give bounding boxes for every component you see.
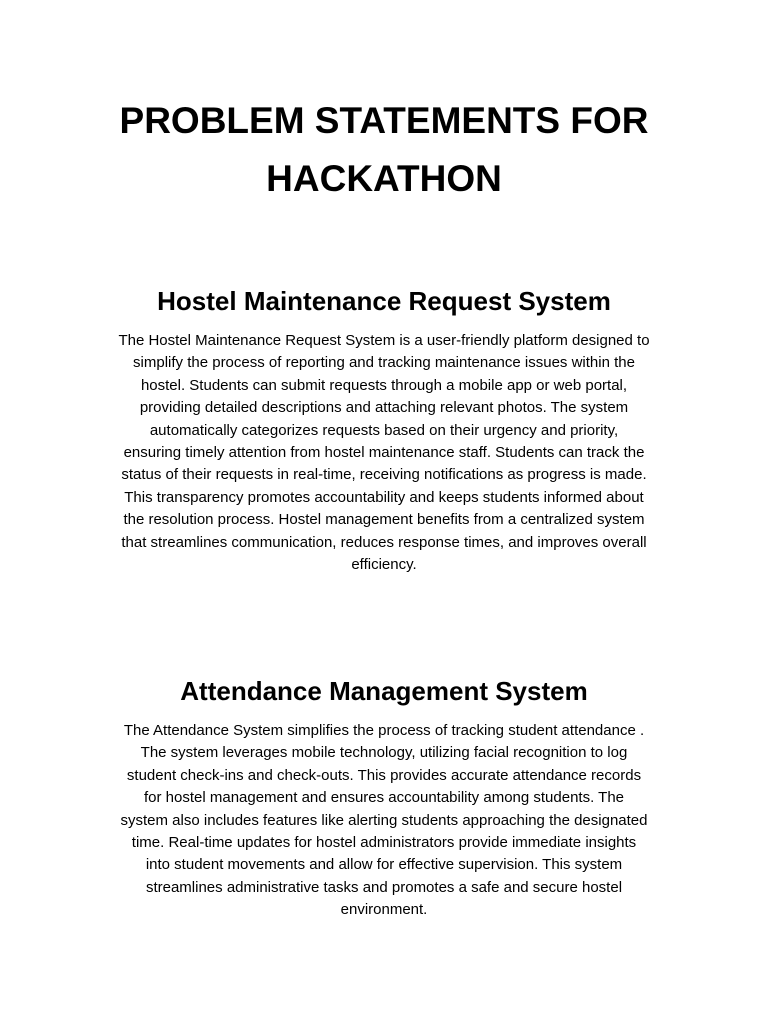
section-attendance-management: [84, 672, 684, 922]
section-body: The Hostel Maintenance Request System is a user-friendly platform designed to simplify the process of reporting and tracking maintenance issues within the hostel. Students can submit requests through a mobile app or web portal, providing detailed descriptions and attaching relevant photos. The system automatically categorizes requests based on their urgency and priority, ensuring timely attention from hostel maintenance staff. Students can track the status of their requests in real-time, receiving notifications as progress is made. This transparency promotes accountability and keeps students informed about the resolution process. Hostel management benefits from a centralized system that streamlines communication, reduces response times, and improves overall efficiency.: [118, 332, 650, 574]
section-heading: Hostel Maintenance Request System: [157, 286, 611, 316]
section-heading: Attendance Management System: [180, 676, 588, 706]
section-hostel-maintenance: [84, 282, 684, 576]
document-title: PROBLEM STATEMENTS FOR HACKATHON: [119, 100, 649, 199]
section-body: The Attendance System simplifies the process of tracking student attendance . The system leverages mobile technology, utilizing facial recognition to log student check-ins and check-outs. This provides accurate attendance records for hostel management and ensures accountability among students. The system also includes features like alerting students approaching the designated time. Real-time updates for hostel administrators provide immediate insights into student movements and allow for effective supervision. This system streamlines administrative tasks and promotes a safe and secure hostel environment.: [120, 722, 648, 919]
